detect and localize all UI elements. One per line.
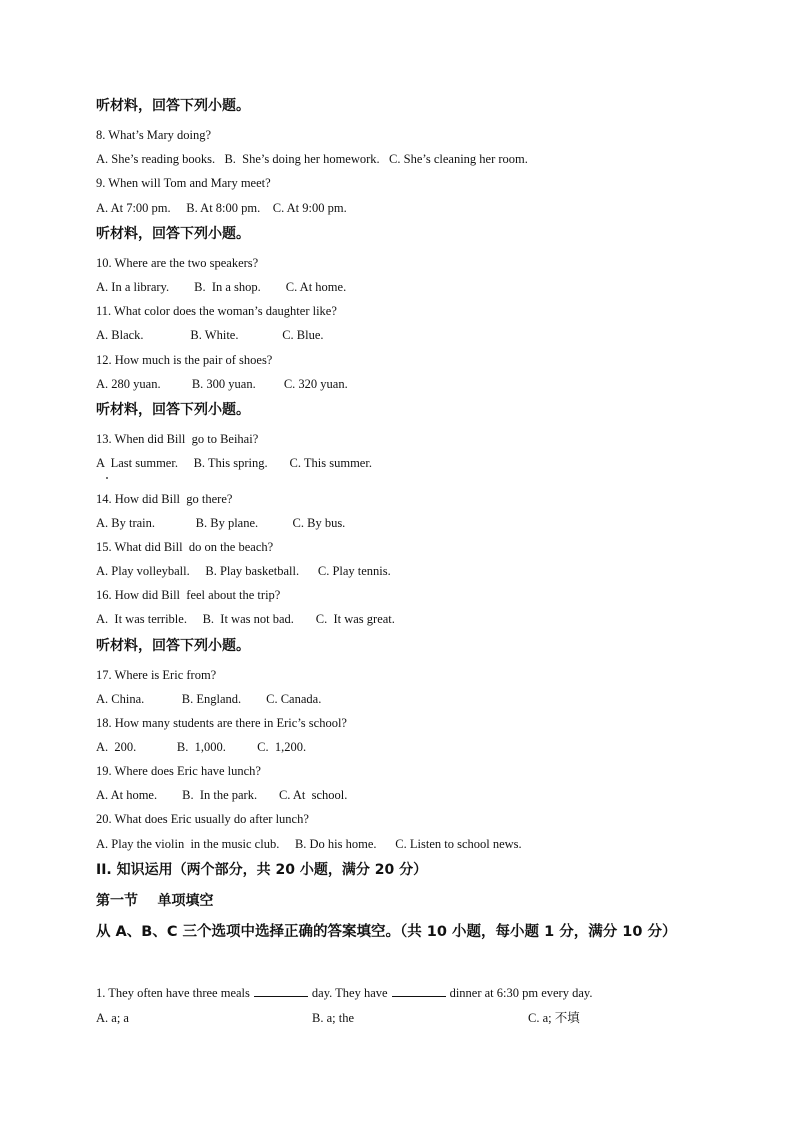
q1-option-c: C. a; 不填 (528, 1011, 580, 1025)
section-heading-4: 听材料，回答下列小题。 (96, 638, 250, 654)
options-19: A. At home. B. In the park. C. At school. (96, 788, 348, 802)
q1-option-b: B. a; the (312, 1011, 355, 1025)
answer-blank-2 (392, 985, 446, 997)
options-8: A. She’s reading books. B. She’s doing her homework. C. She’s cleaning her room. (96, 152, 528, 166)
question-19: 19. Where does Eric have lunch? (96, 764, 261, 778)
section-heading-1: 听材料，回答下列小题。 (96, 98, 250, 114)
options-14: A. By train. B. By plane. C. By bus. (96, 516, 346, 530)
q1-option-a: A. a; a (96, 1011, 129, 1025)
question-11: 11. What color does the woman’s daughter like? (96, 304, 337, 318)
options-20: A. Play the violin in the music club. B. Do his home. C. Listen to school news. (96, 837, 522, 851)
question-14: 14. How did Bill go there? (96, 492, 233, 506)
part2-title: II. 知识运用（两个部分，共 20 小题，满分 20 分） (96, 862, 428, 878)
options-11: A. Black. B. White. C. Blue. (96, 328, 324, 342)
options-18: A. 200. B. 1,000. C. 1,200. (96, 740, 307, 754)
question-10: 10. Where are the two speakers? (96, 256, 259, 270)
options-17: A. China. B. England. C. Canada. (96, 692, 322, 706)
options-9: A. At 7:00 pm. B. At 8:00 pm. C. At 9:00 pm. (96, 201, 347, 215)
answer-blank-1 (254, 985, 308, 997)
part2-question-1 (96, 985, 592, 1001)
question-15: 15. What did Bill do on the beach? (96, 540, 274, 554)
question-20: 20. What does Eric usually do after lunch? (96, 812, 309, 826)
section-heading-2: 听材料，回答下列小题。 (96, 226, 250, 242)
part2-instruction: 从 A、B、C 三个选项中选择正确的答案填空。（共 10 小题，每小题 1 分，满分 10 分） (96, 924, 677, 940)
options-16: A. It was terrible. B. It was not bad. C. It was great. (96, 612, 395, 626)
q1-text-b: day. They have (311, 986, 388, 1000)
question-16: 16. How did Bill feel about the trip? (96, 588, 281, 602)
options-15: A. Play volleyball. B. Play basketball. C. Play tennis. (96, 564, 391, 578)
options-13: A Last summer. B. This spring. C. This summer. (96, 456, 372, 470)
question-12: 12. How much is the pair of shoes? (96, 353, 273, 367)
q1-text-c: dinner at 6:30 pm every day. (449, 986, 593, 1000)
options-10: A. In a library. B. In a shop. C. At home. (96, 280, 347, 294)
question-9: 9. When will Tom and Mary meet? (96, 176, 271, 190)
question-18: 18. How many students are there in Eric’s school? (96, 716, 347, 730)
question-17: 17. Where is Eric from? (96, 668, 217, 682)
question-8: 8. What’s Mary doing? (96, 128, 212, 142)
options-12: A. 280 yuan. B. 300 yuan. C. 320 yuan. (96, 377, 348, 391)
part2-section-title: 第一节 单项填空 (96, 893, 214, 909)
q1-text-a: 1. They often have three meals (96, 986, 250, 1000)
section-heading-3: 听材料，回答下列小题。 (96, 402, 250, 418)
question-13: 13. When did Bill go to Beihai? (96, 432, 259, 446)
stray-dot (106, 477, 108, 479)
